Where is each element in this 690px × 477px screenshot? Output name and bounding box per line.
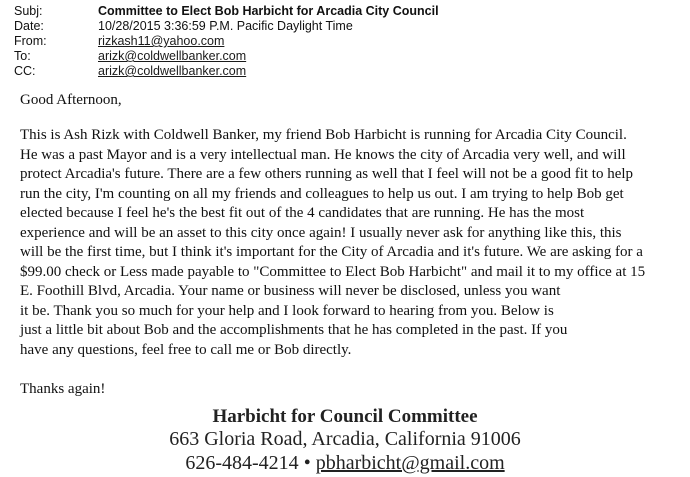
bullet-separator: • [303, 452, 311, 474]
date-row [14, 19, 439, 34]
cc-label: CC: [14, 64, 36, 78]
from-address-link[interactable]: rizkash11@yahoo.com [98, 34, 225, 48]
paragraph-line: it be. Thank you so much for your help and I look forward to hearing from you. Below is [20, 302, 554, 319]
date-value: 10/28/2015 3:36:59 P.M. Pacific Daylight Time [98, 19, 353, 33]
cc-row [14, 64, 439, 79]
signature-block [160, 406, 530, 475]
paragraph-line: protect Arcadia's future. There are a few others running as well that I feel will not be a good fit to help [20, 166, 634, 182]
contact-email-link[interactable]: pbharbicht@gmail.com [315, 452, 505, 474]
paragraph-line: $99.00 check or Less made payable to "Committee to Elect Bob Harbicht" and mail it to my office at 15 [20, 263, 646, 280]
paragraph-line: He was a past Mayor and is a very intellectual man. He knows the city of Arcadia very well, and will [20, 146, 626, 163]
paragraph-line: run the city, I'm counting on all my friends and colleagues to help us out. I am trying to help Bob get [20, 185, 624, 202]
contact-line [160, 451, 530, 475]
mailing-address: 663 Gloria Road, Arcadia, California 91006 [169, 428, 521, 450]
paragraph-line: E. Foothill Blvd, Arcadia. Your name or business will never be disclosed, unless you want [20, 283, 561, 299]
subject-label: Subj: [14, 4, 43, 18]
paragraph-line: elected because I feel he's the best fit out of the 4 candidates that are running. He has the most [20, 205, 585, 221]
closing: Thanks again! [20, 381, 106, 397]
message-paragraph [20, 126, 684, 360]
cc-address-link[interactable]: arizk@coldwellbanker.com [98, 64, 247, 78]
email-header [14, 4, 439, 79]
email-body [20, 92, 684, 413]
to-address-link[interactable]: arizk@coldwellbanker.com [98, 49, 247, 63]
paragraph-line: experience and will be an asset to this city once again! I usually never ask for anything like this, this [20, 224, 622, 241]
paragraph-line: This is Ash Rizk with Coldwell Banker, my friend Bob Harbicht is running for Arcadia City Council. [20, 127, 627, 143]
subject-value: Committee to Elect Bob Harbicht for Arcadia City Council [98, 4, 439, 18]
paragraph-line: will be the first time, but I think it's important for the City of Arcadia and it's future. We are asking for a [20, 244, 643, 260]
to-label: To: [14, 49, 31, 63]
paragraph-line: have any questions, feel free to call me or Bob directly. [20, 341, 352, 358]
from-label: From: [14, 34, 47, 48]
organization-name: Harbicht for Council Committee [212, 406, 478, 427]
greeting: Good Afternoon, [20, 92, 122, 108]
from-row [14, 34, 439, 49]
paragraph-line: just a little bit about Bob and the accomplishments that he has completed in the past. If you [20, 322, 568, 338]
phone-number: 626-484-4214 [185, 452, 299, 474]
date-label: Date: [14, 19, 44, 33]
subject-row [14, 4, 439, 19]
to-row [14, 49, 439, 64]
